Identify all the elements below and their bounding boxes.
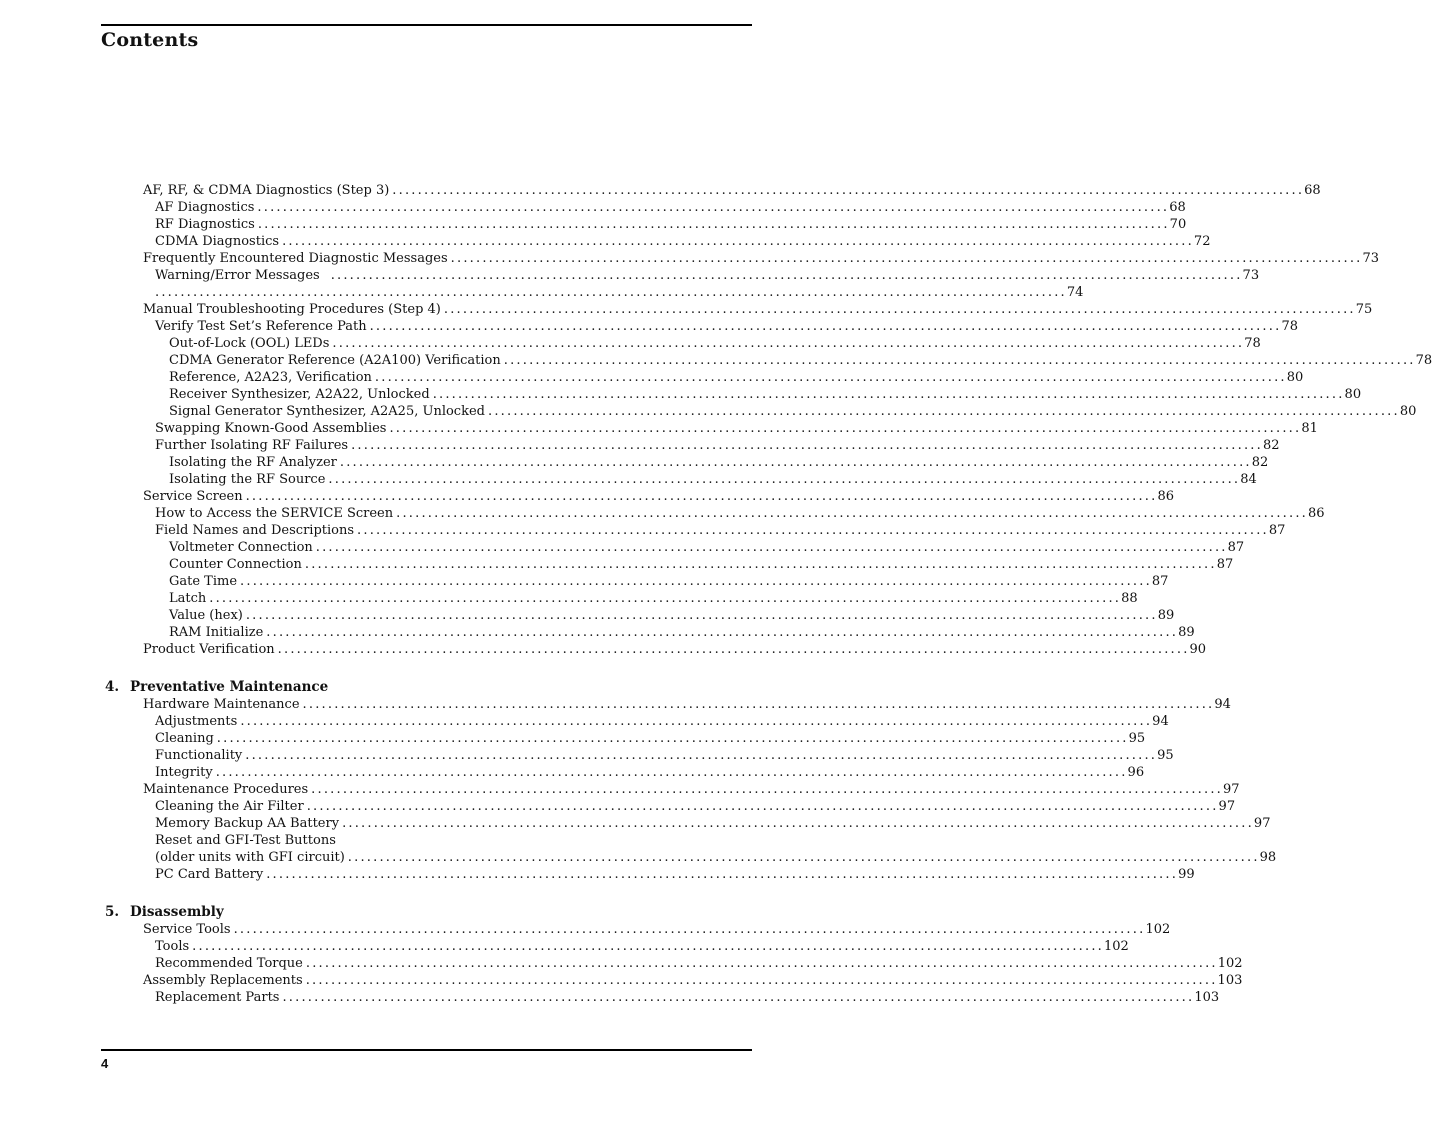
toc-entry-label: Reference, A2A23, Verification bbox=[169, 370, 372, 385]
toc-entry-label: Receiver Synthesizer, A2A22, Unlocked bbox=[169, 387, 430, 402]
dot-leader: ................................................................................................................................................ bbox=[245, 608, 1158, 623]
toc-entry[interactable] bbox=[0, 420, 1318, 437]
toc-entry[interactable] bbox=[0, 454, 1269, 471]
toc-entry[interactable] bbox=[0, 522, 1286, 539]
toc-entry-page: 87 bbox=[1151, 574, 1169, 589]
toc-entry-page: 86 bbox=[1157, 489, 1174, 504]
dot-leader: ................................................................................................................................................ bbox=[266, 867, 1179, 882]
toc-entry-label: Voltmeter Connection bbox=[169, 540, 313, 555]
footer-rule bbox=[101, 1049, 752, 1051]
toc-entry-page: 102 bbox=[1104, 939, 1129, 954]
chapter-heading[interactable] bbox=[105, 904, 224, 920]
dot-leader: ................................................................................................................................................ bbox=[245, 748, 1158, 763]
toc-entry[interactable] bbox=[0, 747, 1174, 764]
dot-leader: ................................................................................................................................................ bbox=[257, 200, 1170, 215]
toc-entry[interactable] bbox=[0, 318, 1298, 335]
toc-entry-label: Gate Time bbox=[169, 574, 238, 589]
toc-entry[interactable] bbox=[0, 488, 1174, 505]
toc-entry-label: AF Diagnostics bbox=[155, 200, 255, 215]
toc-entry-label: Recommended Torque bbox=[155, 956, 303, 971]
toc-entry[interactable] bbox=[0, 505, 1325, 522]
toc-entry[interactable] bbox=[0, 972, 1243, 989]
dot-leader: ................................................................................................................................................ bbox=[351, 438, 1263, 453]
toc-entry-label: Further Isolating RF Failures bbox=[155, 438, 349, 453]
toc-entry-label: RF Diagnostics bbox=[155, 217, 255, 232]
toc-entry[interactable] bbox=[0, 573, 1169, 590]
dot-leader: ................................................................................................................................................ bbox=[257, 217, 1170, 232]
dot-leader: ................................................................................................................................................ bbox=[443, 302, 1356, 317]
toc-entry-page: 68 bbox=[1304, 183, 1321, 198]
toc-entry-label: Functionality bbox=[155, 748, 243, 763]
dot-leader: ................................................................................................................................................ bbox=[277, 642, 1190, 657]
toc-entry[interactable] bbox=[0, 866, 1195, 883]
toc-entry-label: AF, RF, & CDMA Diagnostics (Step 3) bbox=[143, 183, 390, 198]
toc-entry-label: Frequently Encountered Diagnostic Messages bbox=[143, 251, 448, 266]
toc-entry-page: 103 bbox=[1194, 990, 1220, 1005]
toc-entry-page: 90 bbox=[1189, 642, 1207, 657]
chapter-number: 4. bbox=[105, 679, 120, 695]
toc-entry-label: Field Names and Descriptions bbox=[155, 523, 355, 538]
dot-leader: ................................................................................................................................................ bbox=[305, 956, 1218, 971]
toc-entry-page: 94 bbox=[1152, 714, 1169, 729]
toc-entry[interactable] bbox=[0, 199, 1186, 216]
dot-leader: ................................................................................................................................................ bbox=[209, 591, 1122, 606]
dot-leader: ................................................................................................................................................ bbox=[311, 782, 1224, 797]
toc-entry[interactable] bbox=[0, 641, 1207, 658]
toc-entry[interactable] bbox=[0, 590, 1138, 607]
toc-entry-label: Warning/Error Messages bbox=[155, 268, 320, 283]
toc-entry-page: 78 bbox=[1415, 353, 1432, 368]
toc-entry[interactable] bbox=[0, 713, 1169, 730]
toc-entry[interactable] bbox=[0, 556, 1234, 573]
toc-entry-page: 82 bbox=[1251, 455, 1269, 470]
dot-leader: ................................................................................................................................................ bbox=[215, 765, 1128, 780]
toc-entry[interactable] bbox=[0, 798, 1236, 815]
dot-leader: ................................................................................................................................................ bbox=[305, 973, 1218, 988]
toc-entry-page: 68 bbox=[1169, 200, 1186, 215]
dot-leader: ................................................................................................................................................ bbox=[192, 939, 1105, 954]
toc-entry-page: 73 bbox=[1242, 268, 1260, 283]
toc-entry[interactable] bbox=[0, 781, 1240, 798]
toc-entry-label: Isolating the RF Source bbox=[169, 472, 326, 487]
toc-entry-page: 87 bbox=[1216, 557, 1234, 572]
toc-entry[interactable] bbox=[0, 335, 1261, 352]
toc-entry-label: CDMA Generator Reference (A2A100) Verification bbox=[169, 353, 501, 368]
toc-entry-label: Service Screen bbox=[143, 489, 243, 504]
toc-entry-label: How to Access the SERVICE Screen bbox=[155, 506, 394, 521]
toc-entry-label: Reset and GFI-Test Buttons bbox=[155, 833, 336, 848]
dot-leader: ................................................................................................................................................ bbox=[216, 731, 1129, 746]
toc-entry-page: 97 bbox=[1223, 782, 1240, 797]
dot-leader: ................................................................................................................................................ bbox=[450, 251, 1363, 266]
toc-entry-label: Out-of-Lock (OOL) LEDs bbox=[169, 336, 330, 351]
chapter-heading[interactable] bbox=[105, 679, 328, 695]
toc-entry-label: Tools bbox=[155, 939, 190, 954]
page-number: 4 bbox=[101, 1056, 109, 1071]
toc-entry-page: 80 bbox=[1286, 370, 1304, 385]
toc-entry-label: Latch bbox=[169, 591, 207, 606]
header-rule bbox=[101, 24, 752, 26]
toc-entry-page: 88 bbox=[1121, 591, 1138, 606]
toc-entry[interactable] bbox=[0, 921, 1171, 938]
dot-leader: ................................................................................................................................................ bbox=[240, 574, 1152, 589]
toc-entry-page: 87 bbox=[1268, 523, 1286, 538]
toc-entry-label: Hardware Maintenance bbox=[143, 697, 300, 712]
dot-leader: ................................................................................................................................................ bbox=[304, 557, 1217, 572]
dot-leader: ................................................................................................................................................ bbox=[315, 540, 1228, 555]
dot-leader: ................................................................................................................................................ bbox=[396, 506, 1308, 521]
toc-entry-label: CDMA Diagnostics bbox=[155, 234, 280, 249]
chapter-title: Preventative Maintenance bbox=[130, 679, 329, 695]
toc-entry-page: 75 bbox=[1355, 302, 1373, 317]
dot-leader: ................................................................................................................................................ bbox=[374, 370, 1287, 385]
toc-entry-label: Maintenance Procedures bbox=[143, 782, 309, 797]
toc-entry-page: 89 bbox=[1157, 608, 1175, 623]
toc-entry[interactable] bbox=[0, 267, 1260, 284]
toc-entry-label: Assembly Replacements bbox=[143, 973, 303, 988]
dot-leader: ................................................................................................................................................ bbox=[302, 697, 1215, 712]
toc-entry-page: 103 bbox=[1217, 973, 1243, 988]
toc-entry-page: 87 bbox=[1227, 540, 1245, 555]
toc-entry-page: 86 bbox=[1307, 506, 1325, 521]
toc-entry[interactable] bbox=[0, 989, 1220, 1006]
toc-entry-page: 82 bbox=[1262, 438, 1280, 453]
toc-entry[interactable] bbox=[0, 301, 1373, 318]
toc-entry-label: Adjustments bbox=[155, 714, 238, 729]
dot-leader: ................................................................................................................................................ bbox=[282, 990, 1195, 1005]
toc-entry-label: (older units with GFI circuit) bbox=[155, 850, 345, 865]
dot-leader: ................................................................................................................................................ bbox=[282, 234, 1194, 249]
toc-entry-label: Verify Test Set’s Reference Path bbox=[155, 319, 367, 334]
chapter-number: 5. bbox=[105, 904, 120, 920]
toc-entry-page: 84 bbox=[1240, 472, 1257, 487]
dot-leader: ................................................................................................................................................ bbox=[347, 850, 1260, 865]
toc-entry[interactable] bbox=[0, 386, 1362, 403]
toc-entry[interactable] bbox=[0, 182, 1321, 199]
toc-entry[interactable] bbox=[0, 539, 1245, 556]
toc-entry[interactable] bbox=[0, 233, 1211, 250]
toc-entry[interactable] bbox=[0, 284, 1084, 301]
dot-leader: ................................................................................................................................................ bbox=[432, 387, 1345, 402]
toc-entry[interactable] bbox=[0, 471, 1257, 488]
toc-entry-label: Cleaning bbox=[155, 731, 214, 746]
toc-entry-page: 89 bbox=[1178, 625, 1195, 640]
toc-entry-page: 95 bbox=[1128, 731, 1146, 746]
toc-entry[interactable] bbox=[0, 832, 865, 849]
toc-entry[interactable] bbox=[0, 216, 1187, 233]
toc-entry-page: 80 bbox=[1344, 387, 1362, 402]
toc-entry-page: 96 bbox=[1127, 765, 1145, 780]
dot-leader: ................................................................................................................................................ bbox=[330, 268, 1243, 283]
toc-entry-page: 95 bbox=[1157, 748, 1174, 763]
dot-leader: ................................................................................................................................................ bbox=[339, 455, 1252, 470]
toc-entry-page: 78 bbox=[1281, 319, 1298, 334]
toc-entry-label: Swapping Known-Good Assemblies bbox=[155, 421, 387, 436]
toc-entry-page: 97 bbox=[1253, 816, 1271, 831]
dot-leader: ................................................................................................................................................ bbox=[503, 353, 1416, 368]
dot-leader: ................................................................................................................................................ bbox=[342, 816, 1254, 831]
toc-entry[interactable] bbox=[0, 955, 1243, 972]
toc-entry-page: 97 bbox=[1218, 799, 1236, 814]
dot-leader: ................................................................................................................................................ bbox=[306, 799, 1219, 814]
toc-entry-page: 102 bbox=[1217, 956, 1243, 971]
toc-entry-page: 102 bbox=[1145, 922, 1171, 937]
toc-entry[interactable] bbox=[0, 403, 1417, 420]
chapter-title: Disassembly bbox=[130, 904, 224, 920]
toc-entry-label: Service Tools bbox=[143, 922, 231, 937]
toc-entry[interactable] bbox=[0, 607, 1175, 624]
toc-entry[interactable] bbox=[0, 730, 1146, 747]
dot-leader: ................................................................................................................................................ bbox=[357, 523, 1269, 538]
dot-leader: ................................................................................................................................................ bbox=[328, 472, 1241, 487]
toc-entry[interactable] bbox=[0, 250, 1380, 267]
dot-leader: ................................................................................................................................................ bbox=[266, 625, 1179, 640]
dot-leader: ................................................................................................................................................ bbox=[389, 421, 1302, 436]
toc-entry-page: 78 bbox=[1244, 336, 1261, 351]
dot-leader: ................................................................................................................................................ bbox=[332, 336, 1245, 351]
toc-entry-page: 81 bbox=[1301, 421, 1318, 436]
toc-entry[interactable] bbox=[0, 696, 1231, 713]
dot-leader: ................................................................................................................................................ bbox=[369, 319, 1282, 334]
toc-entry[interactable] bbox=[0, 437, 1280, 454]
toc-entry-label: PC Card Battery bbox=[155, 867, 264, 882]
toc-entry[interactable] bbox=[0, 764, 1145, 781]
dot-leader: ................................................................................................................................................ bbox=[240, 714, 1153, 729]
toc-entry-page: 99 bbox=[1178, 867, 1195, 882]
toc-entry[interactable] bbox=[0, 624, 1195, 641]
toc-entry[interactable] bbox=[0, 352, 1432, 369]
toc-entry-label: Replacement Parts bbox=[155, 990, 280, 1005]
toc-entry-label: Value (hex) bbox=[169, 608, 243, 623]
toc-entry-label: Cleaning the Air Filter bbox=[155, 799, 304, 814]
toc-entry[interactable] bbox=[0, 815, 1271, 832]
toc-entry-page: 94 bbox=[1214, 697, 1231, 712]
toc-entry-label: Signal Generator Synthesizer, A2A25, Unlocked bbox=[169, 404, 485, 419]
toc-entry-label: Counter Connection bbox=[169, 557, 302, 572]
toc-entry-page: 73 bbox=[1362, 251, 1380, 266]
toc-entry-page: 98 bbox=[1259, 850, 1277, 865]
toc-entry-page: 80 bbox=[1399, 404, 1417, 419]
dot-leader: ................................................................................................................................................ bbox=[245, 489, 1158, 504]
dot-leader: ................................................................................................................................................ bbox=[155, 285, 1067, 300]
toc-entry-page: 70 bbox=[1169, 217, 1187, 232]
toc-entry[interactable] bbox=[0, 849, 1277, 866]
toc-entry[interactable] bbox=[0, 369, 1304, 386]
toc-entry[interactable] bbox=[0, 938, 1129, 955]
dot-leader: ................................................................................................................................................ bbox=[233, 922, 1146, 937]
toc-entry-label: Integrity bbox=[155, 765, 213, 780]
toc-entry-label: Manual Troubleshooting Procedures (Step 4) bbox=[143, 302, 441, 317]
toc-entry-page: 72 bbox=[1193, 234, 1211, 249]
toc-entry-label: Memory Backup AA Battery bbox=[155, 816, 340, 831]
dot-leader: ................................................................................................................................................ bbox=[392, 183, 1305, 198]
page-title: Contents bbox=[101, 29, 199, 51]
toc-entry-label: RAM Initialize bbox=[169, 625, 264, 640]
dot-leader: ................................................................................................................................................ bbox=[487, 404, 1400, 419]
toc-entry-label: Isolating the RF Analyzer bbox=[169, 455, 337, 470]
toc-entry-page: 74 bbox=[1066, 285, 1084, 300]
toc-entry-label: Product Verification bbox=[143, 642, 275, 657]
